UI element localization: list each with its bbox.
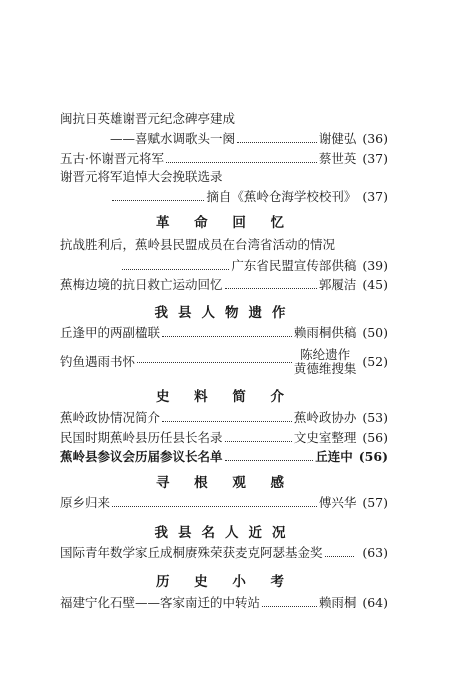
entry-page: (37) — [362, 189, 388, 204]
entry-page: (37) — [362, 151, 388, 166]
entry-author: 广东省民盟宣传部供稿 — [231, 258, 357, 273]
toc-entry — [60, 545, 388, 561]
toc-entry — [60, 111, 390, 127]
entry-page: (57) — [362, 495, 388, 510]
entry-page: (36) — [362, 131, 388, 146]
entry-title: 福建宁化石壁——客家南迁的中转站 — [60, 595, 261, 610]
toc-entry — [60, 325, 388, 341]
entry-author: 郭履洁 — [318, 277, 357, 292]
leader-dots — [166, 161, 317, 163]
leader-dots — [162, 420, 292, 422]
toc-entry — [60, 595, 388, 611]
leader-dots — [262, 605, 317, 607]
entry-title: ——喜赋水调歌头一阕 — [110, 131, 236, 146]
leader-dots — [225, 459, 314, 461]
entry-title: 谢晋元将军追悼大会挽联选录 — [60, 169, 223, 184]
toc-entry — [60, 151, 388, 167]
toc-entry — [60, 430, 388, 446]
entry-title: 国际青年数学家丘成桐赓殊荣获麦克阿瑟基金奖 — [60, 545, 323, 560]
leader-dots — [225, 287, 317, 289]
entry-page: (45) — [362, 277, 388, 292]
entry-author: 谢健弘 — [318, 131, 357, 146]
leader-dots — [325, 555, 355, 557]
entry-author: 文史室整理 — [293, 430, 357, 445]
entry-title: 抗战胜利后，蕉岭县民盟成员在台湾省活动的情况 — [60, 237, 336, 252]
section-heading: 革 命 回 忆 — [155, 215, 295, 231]
leader-dots — [122, 268, 229, 270]
entry-author: 蕉岭政协办 — [293, 410, 357, 425]
entry-author: 蔡世英 — [318, 151, 357, 166]
entry-source: 摘自《蕉岭仓海学校校刊》 — [206, 189, 357, 204]
entry-authors — [294, 348, 357, 376]
entry-author: 傅兴华 — [318, 495, 357, 510]
entry-page: (56) — [362, 430, 388, 445]
entry-page: (52) — [362, 354, 388, 369]
entry-title: 民国时期蕉岭县历任县长名录 — [60, 430, 223, 445]
toc-entry — [110, 189, 388, 205]
toc-entry — [60, 277, 388, 293]
toc-entry — [60, 449, 388, 465]
section-heading: 历 史 小 考 — [155, 574, 295, 590]
entry-title: 蕉岭县参议会历届参议长名单 — [60, 449, 223, 464]
entry-page: (39) — [362, 258, 388, 273]
entry-title: 蕉梅边境的抗日救亡运动回忆 — [60, 277, 223, 292]
toc-entry — [110, 131, 388, 147]
entry-title: 闽抗日英雄谢晋元纪念碑亭建成 — [60, 111, 236, 126]
entry-author: 赖雨桐 — [318, 595, 357, 610]
entry-title: 蕉岭政协情况简介 — [60, 410, 161, 425]
entry-page: (63) — [362, 545, 388, 560]
entry-author: 黄德维搜集 — [293, 361, 357, 376]
toc-entry — [60, 410, 388, 426]
leader-dots — [225, 440, 292, 442]
entry-page: (53) — [362, 410, 388, 425]
leader-dots — [112, 505, 317, 507]
entry-author: 陈纶遗作 — [300, 347, 351, 362]
entry-title: 五古·怀谢晋元将军 — [60, 151, 164, 166]
toc-entry — [60, 169, 390, 185]
entry-title: 钓鱼遇雨书怀 — [60, 354, 136, 369]
section-heading: 我县名人近况 — [154, 525, 296, 541]
entry-page: (50) — [362, 325, 388, 340]
toc-entry — [60, 495, 388, 511]
toc-entry — [60, 348, 388, 376]
toc-entry — [60, 237, 390, 253]
entry-title: 原乡归来 — [60, 495, 111, 510]
entry-author: 赖雨桐供稿 — [293, 325, 357, 340]
entry-page: (56) — [358, 449, 388, 464]
section-heading: 我县人物遗作 — [154, 305, 296, 321]
entry-page: (64) — [362, 595, 388, 610]
entry-title: 丘逢甲的两副楹联 — [60, 325, 161, 340]
toc-entry — [120, 258, 388, 274]
section-heading: 史 料 简 介 — [155, 389, 295, 405]
leader-dots — [112, 199, 204, 201]
leader-dots — [162, 335, 292, 337]
leader-dots — [237, 141, 317, 143]
leader-dots — [137, 361, 292, 363]
entry-author: 丘连中 — [315, 449, 353, 464]
section-heading: 寻 根 观 感 — [155, 475, 295, 491]
